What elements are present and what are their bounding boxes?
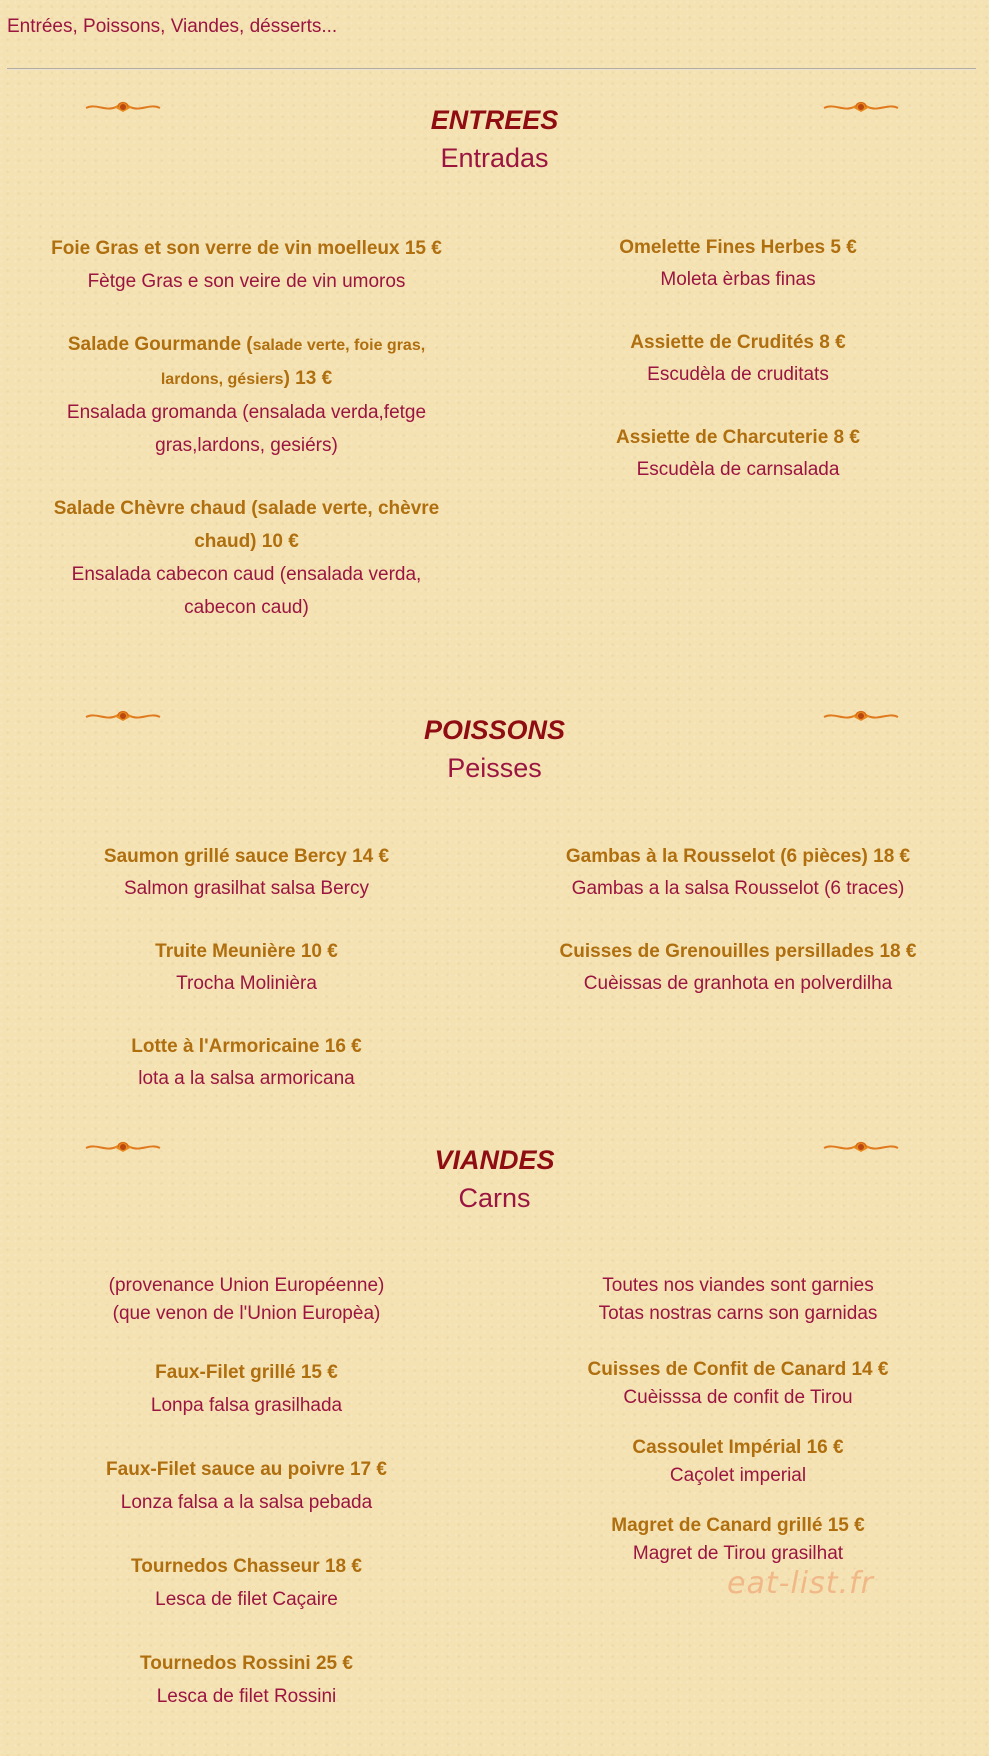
entrees-right-column: [493, 232, 983, 516]
item-translation: Cuèissas de granhota en polverdilha: [583, 973, 893, 994]
item-translation: Ensalada gromanda (ensalada verda,fetge: [66, 402, 427, 423]
entrees-left-column: [0, 232, 493, 654]
item-name: Assiette de Charcuterie 8 €: [616, 427, 860, 448]
item-name: Omelette Fines Herbes 5 €: [619, 237, 857, 258]
menu-item: [0, 1356, 493, 1422]
item-name: Cuisses de Grenouilles persillades 18 €: [559, 941, 917, 962]
viandes-left-column: [0, 1272, 493, 1743]
menu-item: [493, 1434, 983, 1490]
menu-item: [493, 422, 983, 486]
section-title-oc: Entradas: [440, 143, 549, 173]
item-name: Cassoulet Impérial 16 €: [632, 1437, 844, 1458]
item-name: Gambas à la Rousselot (6 pièces) 18 €: [565, 846, 911, 867]
menu-item: [0, 1550, 493, 1616]
item-translation: Fètge Gras e son veire de vin umoros: [87, 271, 406, 292]
menu-item: [0, 1647, 493, 1713]
item-translation: cabecon caud): [184, 597, 309, 618]
item-translation: Ensalada cabecon caud (ensalada verda,: [71, 564, 422, 585]
breadcrumb: Entrées, Poissons, Viandes, désserts...: [7, 16, 338, 37]
menu-item: [493, 1356, 983, 1412]
item-name: Foie Gras et son verre de vin moelleux 15 €: [51, 238, 442, 259]
item-translation: Lesca de filet Rossini: [156, 1686, 337, 1707]
section-title-fr: POISSONS: [423, 715, 566, 745]
item-name: chaud) 10 €: [194, 531, 299, 552]
item-translation: Lonpa falsa grasilhada: [150, 1395, 343, 1416]
item-name: Lotte à l'Armoricaine 16 €: [131, 1036, 362, 1057]
item-translation: Lonza falsa a la salsa pebada: [120, 1492, 373, 1513]
item-translation: Salmon grasilhat salsa Bercy: [124, 878, 369, 899]
item-name: Truite Meunière 10 €: [155, 941, 338, 962]
item-translation: gras,lardons, gesiérs): [155, 435, 338, 456]
item-translation: Escudèla de cruditats: [647, 364, 829, 385]
section-heading-viandes: [0, 1141, 989, 1217]
menu-item: [493, 841, 983, 905]
item-translation: Gambas a la salsa Rousselot (6 traces): [571, 878, 905, 899]
item-name: Faux-Filet sauce au poivre 17 €: [106, 1459, 387, 1480]
section-title-oc: Peisses: [447, 753, 542, 783]
menu-item: [0, 841, 493, 905]
item-translation: Moleta èrbas finas: [660, 269, 816, 290]
item-name: Cuisses de Confit de Canard 14 €: [587, 1359, 889, 1380]
section-title-fr: VIANDES: [434, 1145, 555, 1175]
item-name: lardons, gésiers) 13 €: [160, 368, 333, 389]
poissons-left-column: [0, 841, 493, 1125]
item-name: Tournedos Chasseur 18 €: [131, 1556, 362, 1577]
menu-item: [493, 232, 983, 296]
item-translation: Trocha Molinièra: [176, 973, 317, 994]
item-name: Tournedos Rossini 25 €: [140, 1653, 353, 1674]
section-title-oc: Carns: [458, 1183, 531, 1213]
item-name: Saumon grillé sauce Bercy 14 €: [103, 846, 390, 867]
section-heading-entrees: [0, 101, 989, 177]
menu-item: [493, 1512, 983, 1568]
item-name: Faux-Filet grillé 15 €: [155, 1362, 338, 1383]
section-title-fr: ENTREES: [430, 105, 559, 135]
item-name: Assiette de Crudités 8 €: [630, 332, 846, 353]
poissons-right-column: [493, 841, 983, 1030]
item-translation: Escudèla de carnsalada: [636, 459, 840, 480]
menu-item: [0, 1453, 493, 1519]
section-heading-poissons: [0, 711, 989, 787]
item-name: Magret de Canard grillé 15 €: [611, 1515, 865, 1536]
item-translation: lota a la salsa armoricana: [138, 1068, 355, 1089]
garnish-note: Toutes nos viandes sont garnies Totas nostras carns son garnidas: [598, 1275, 878, 1324]
menu-item: [493, 327, 983, 391]
menu-item: [0, 936, 493, 1000]
item-translation: Magret de Tirou grasilhat: [632, 1543, 844, 1564]
watermark: eat-list.fr: [727, 1566, 874, 1601]
menu-item: [0, 492, 493, 624]
item-name: Salade Gourmande (salade verte, foie gras,: [67, 334, 426, 355]
item-translation: Cuèisssa de confit de Tirou: [623, 1387, 853, 1408]
item-translation: Lesca de filet Caçaire: [155, 1589, 338, 1610]
menu-item: [0, 232, 493, 298]
provenance-note: (provenance Union Européenne) (que venon de l'Union Europèa): [108, 1275, 385, 1324]
viandes-right-column: [493, 1272, 983, 1598]
item-name: Salade Chèvre chaud (salade verte, chèvre: [53, 498, 440, 519]
item-translation: Caçolet imperial: [669, 1465, 807, 1486]
menu-item: [493, 936, 983, 1000]
menu-item: [0, 328, 493, 462]
divider: [7, 68, 976, 70]
menu-item: [0, 1031, 493, 1095]
